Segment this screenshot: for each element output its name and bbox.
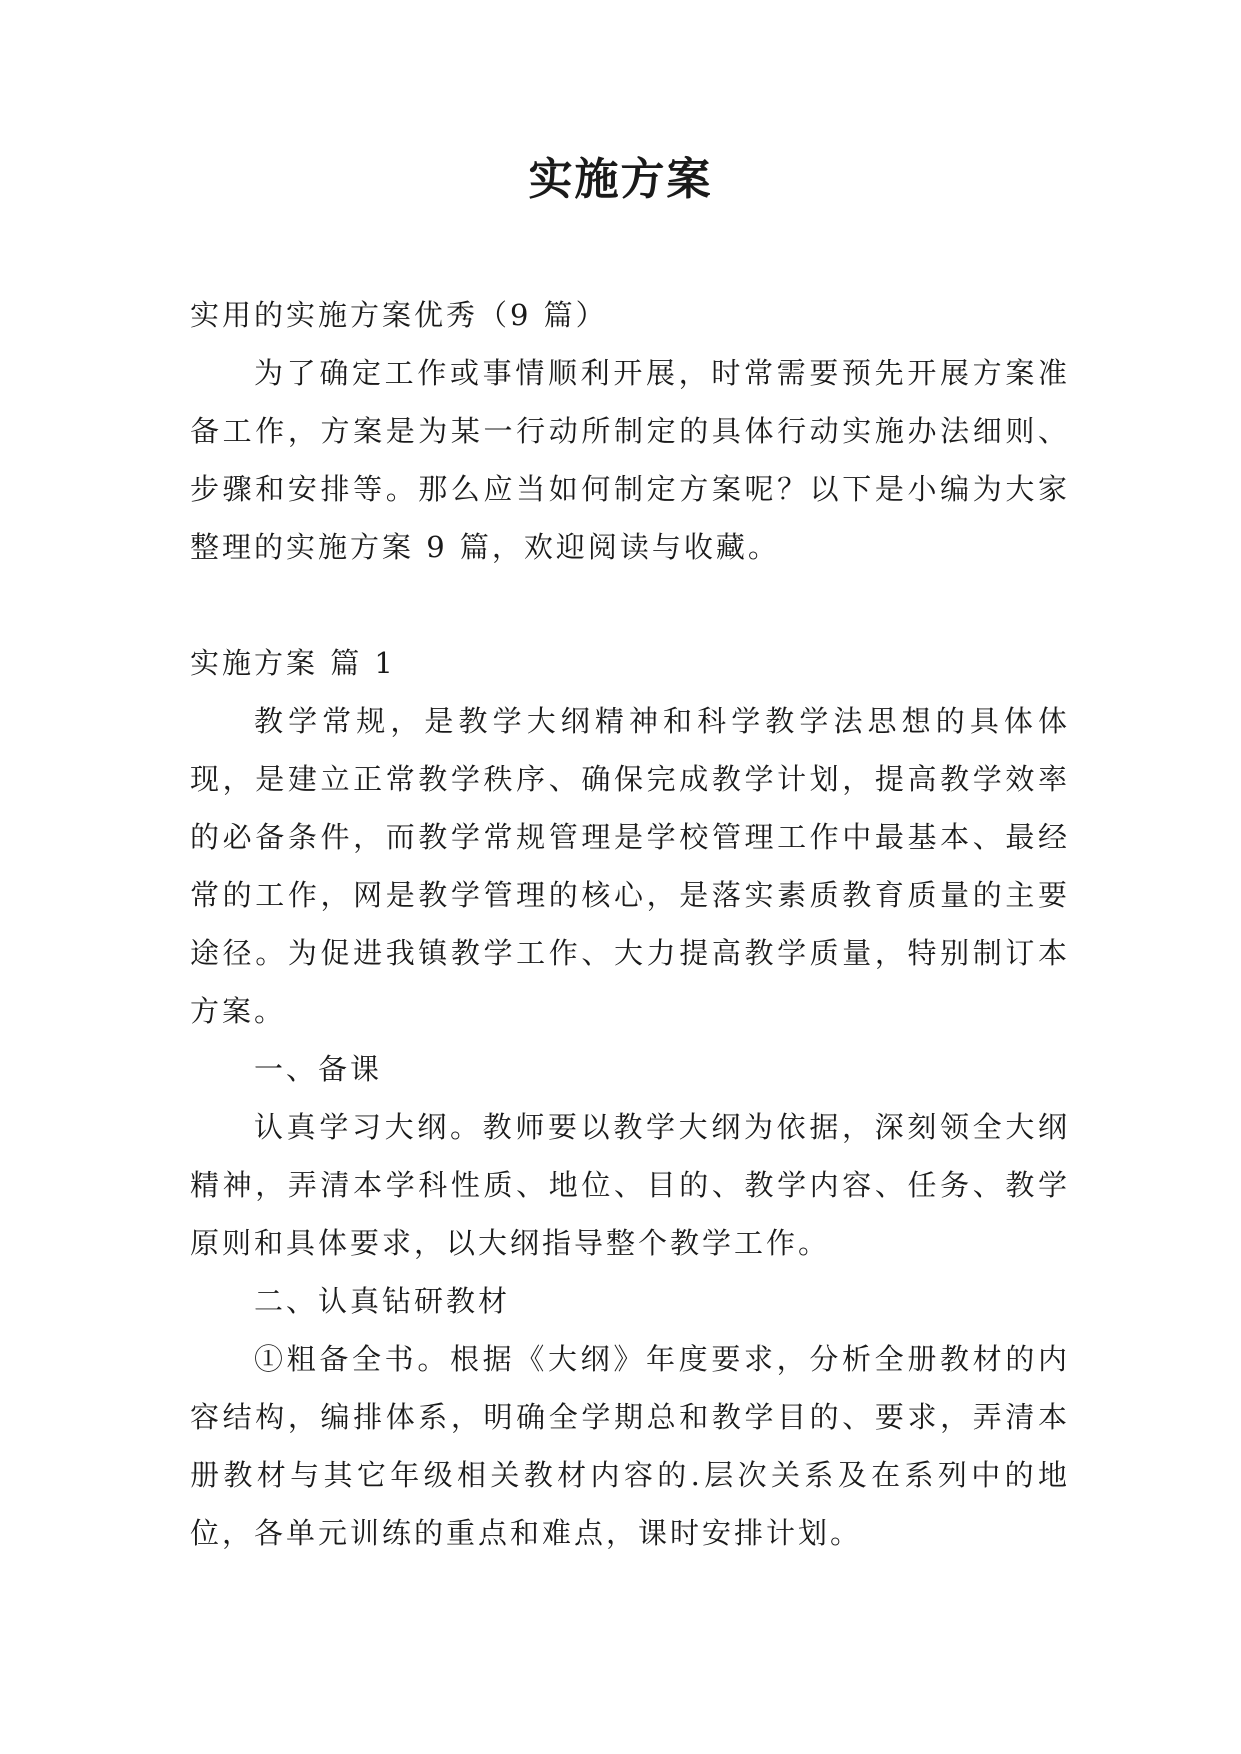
item-heading: 一、备课 <box>254 1052 383 1086</box>
document-subtitle: 实用的实施方案优秀（9 篇） <box>190 298 608 332</box>
document-title: 实施方案 <box>528 154 713 205</box>
item-heading: 二、认真钻研教材 <box>254 1284 511 1318</box>
body-paragraph: 教学常规，是教学大纲精神和科学教学法思想的具体体现，是建立正常教学秩序、确保完成教学计划，提高教学效率的必备条件，而教学常规管理是学校管理工作中最基本、最经常的工作，网是教学管理的核心，是落实素质教育质量的主要途径。为促进我镇教学工作、大力提高教学质量，特别制订本方案。 <box>190 704 1070 1028</box>
body-paragraph: 认真学习大纲。教师要以教学大纲为依据，深刻领全大纲精神，弄清本学科性质、地位、目的、教学内容、任务、教学原则和具体要求，以大纲指导整个教学工作。 <box>190 1110 1070 1260</box>
section-spacer <box>190 576 1070 634</box>
document-body <box>190 286 1070 1562</box>
section-heading: 实施方案 篇 1 <box>190 646 396 680</box>
intro-paragraph: 为了确定工作或事情顺利开展，时常需要预先开展方案准备工作，方案是为某一行动所制定的具体行动实施办法细则、步骤和安排等。那么应当如何制定方案呢？以下是小编为大家整理的实施方案 9 篇，欢迎阅读与收藏。 <box>190 356 1070 564</box>
body-paragraph: ①粗备全书。根据《大纲》年度要求，分析全册教材的内容结构，编排体系，明确全学期总和教学目的、要求，弄清本册教材与其它年级相关教材内容的.层次关系及在系列中的地位，各单元训练的重点和难点，课时安排计划。 <box>190 1342 1070 1550</box>
